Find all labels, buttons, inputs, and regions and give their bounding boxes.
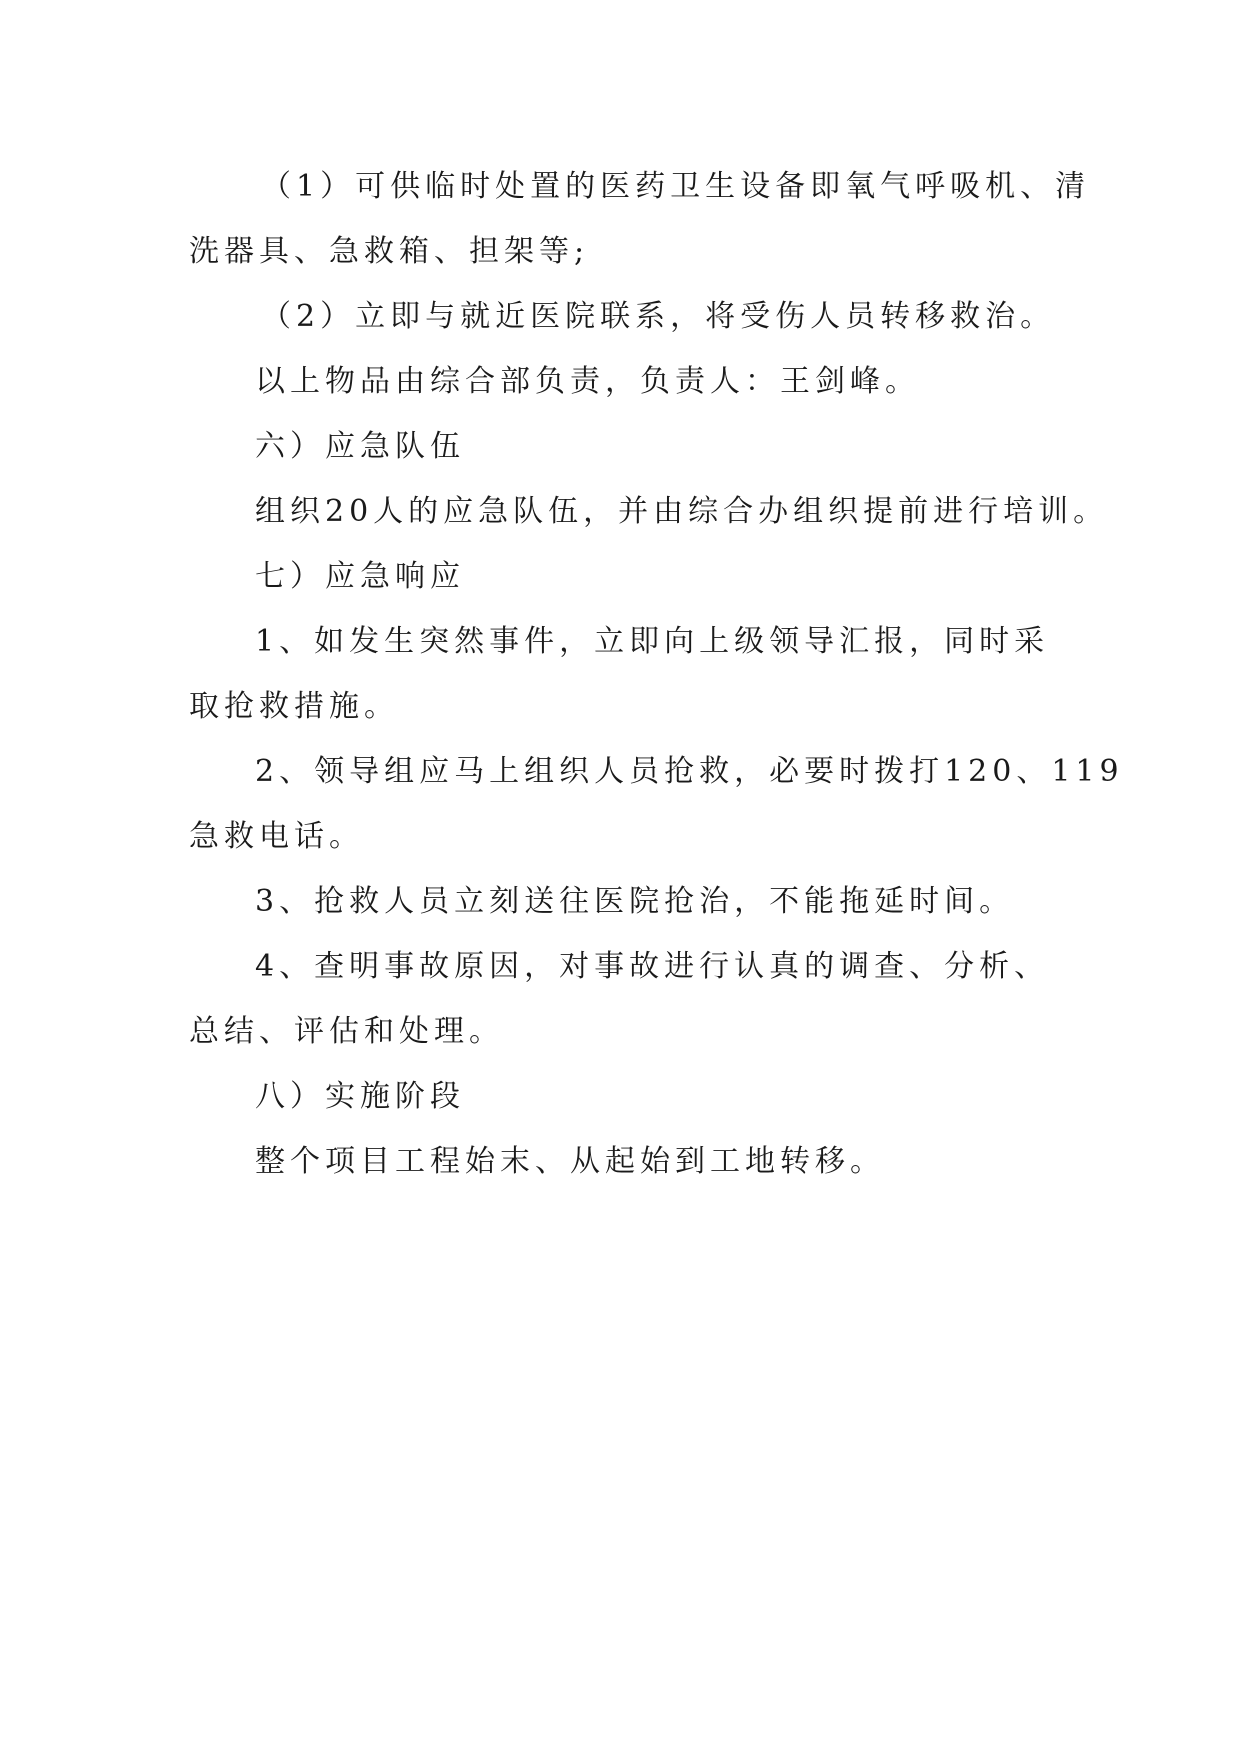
responsible-person-line: 以上物品由综合部负责，负责人：王剑峰。 bbox=[255, 364, 920, 399]
section-7-heading: 七）应急响应 bbox=[255, 559, 465, 594]
step-2-line-2: 急救电话。 bbox=[189, 819, 364, 854]
item-2-line: （2）立即与就近医院联系，将受伤人员转移救治。 bbox=[261, 299, 1056, 334]
step-3-line: 3、抢救人员立刻送往医院抢治，不能拖延时间。 bbox=[255, 884, 1015, 919]
item-1-line-1: （1）可供临时处置的医药卫生设备即氧气呼吸机、清 bbox=[261, 169, 1091, 204]
step-4-line-1: 4、查明事故原因，对事故进行认真的调查、分析、 bbox=[255, 949, 1050, 984]
step-1-line-1: 1、如发生突然事件，立即向上级领导汇报，同时采 bbox=[255, 624, 1050, 659]
section-6-heading: 六）应急队伍 bbox=[255, 429, 465, 464]
section-8-text: 整个项目工程始末、从起始到工地转移。 bbox=[255, 1144, 885, 1179]
section-8-heading: 八）实施阶段 bbox=[255, 1079, 465, 1114]
item-1-line-2: 洗器具、急救箱、担架等; bbox=[189, 234, 590, 269]
step-2-line-1: 2、领导组应马上组织人员抢救，必要时拨打120、119 bbox=[255, 754, 1124, 789]
section-6-text: 组织20人的应急队伍，并由综合办组织提前进行培训。 bbox=[255, 494, 1109, 529]
step-1-line-2: 取抢救措施。 bbox=[189, 689, 399, 724]
document-body bbox=[189, 154, 1124, 1194]
step-4-line-2: 总结、评估和处理。 bbox=[189, 1014, 504, 1049]
